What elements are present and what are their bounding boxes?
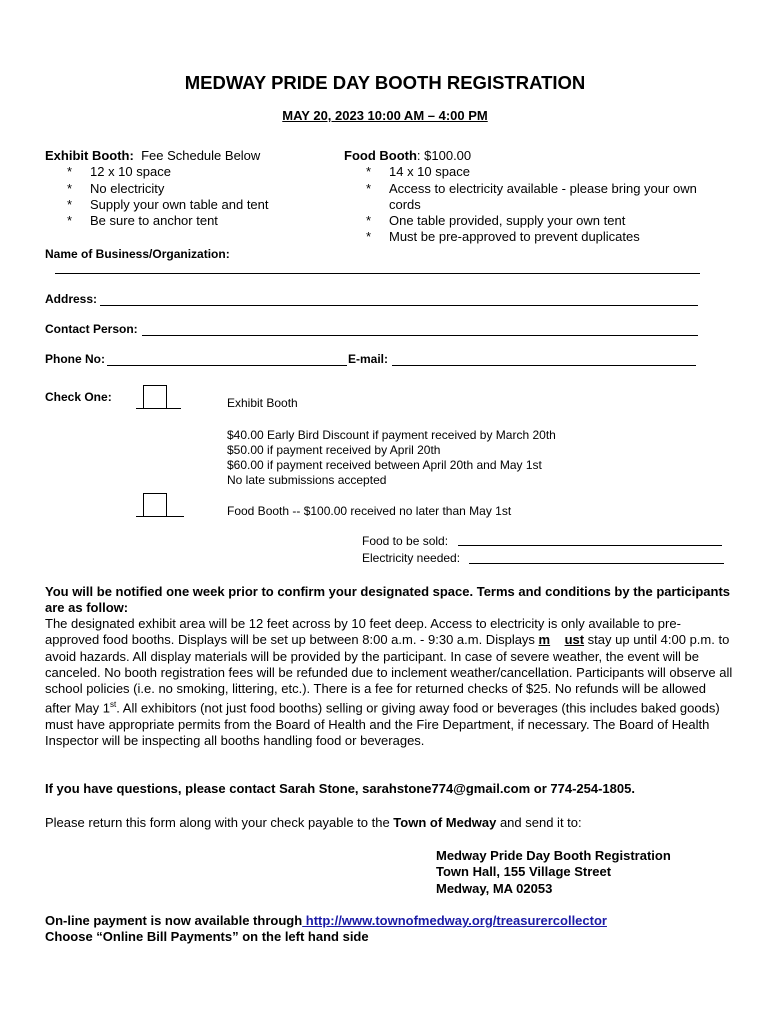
exhibit-booth-info: [45, 148, 335, 229]
exhibit-booth-checkbox[interactable]: [143, 385, 167, 409]
food-sold-label: Food to be sold:: [362, 534, 449, 548]
food-option-title: Food Booth -- $100.00 received no later than May 1st: [227, 504, 512, 518]
mailing-address: Medway Pride Day Booth Registration Town Hall, 155 Village Street Medway, MA 02053: [436, 848, 671, 896]
email-field[interactable]: [392, 365, 696, 366]
exhibit-price-list: [227, 428, 556, 488]
exhibit-price: $60.00 if payment received between April 20th and May 1st: [227, 458, 542, 472]
business-label: Name of Business/Organization:: [45, 247, 230, 261]
phone-label: Phone No:: [45, 352, 105, 366]
treasurer-link[interactable]: http://www.townofmedway.org/treasurercollector: [302, 913, 607, 928]
food-item: * Access to electricity available - please bring your own cords: [344, 181, 704, 214]
exhibit-price: No late submissions accepted: [227, 473, 387, 487]
phone-field[interactable]: [107, 365, 347, 366]
food-item: * 14 x 10 space: [344, 164, 704, 180]
food-booth-label: Food Booth: [344, 148, 417, 163]
food-sold-field[interactable]: [458, 545, 722, 546]
contact-person-field[interactable]: [142, 335, 698, 336]
exhibit-item: * No electricity: [45, 181, 335, 197]
food-fee: : $100.00: [416, 148, 472, 163]
terms-heading: You will be notified one week prior to confirm your designated space. Terms and conditions by the participants are as follow:: [45, 584, 731, 616]
electricity-label: Electricity needed:: [362, 551, 461, 565]
exhibit-item: * Be sure to anchor tent: [45, 213, 335, 229]
business-field[interactable]: [55, 273, 700, 274]
check-one-label: Check One:: [45, 390, 112, 404]
exhibit-price: $50.00 if payment received by April 20th: [227, 443, 441, 457]
terms-body: The designated exhibit area will be 12 feet across by 10 feet deep. Access to electricity is only available to pre-approved food booths. Displays will be set up between 8:00 a.m. - 9:30 a.m. Displays m ust stay up until 4:00 p.m. to avoid hazards. All display materials will be provided by the participant. In case of severe weather, the event will be canceled. No booth registration fees will be refunded due to inclement weather/cancellation. Participants will observe all school policies (i.e. no smoking, littering, etc.). There is a fee for returned checks of $25. No refunds will be allowed after May 1st. All exhibitors (not just food booths) selling or giving away food or beverages (this includes baked goods) must have appropriate permits from the Board of Health and the Fire Department, if necessary. The Board of Health Inspector will be inspecting all booths handling food or beverages.: [45, 616, 733, 749]
page-title: MEDWAY PRIDE DAY BOOTH REGISTRATION: [184, 72, 586, 93]
food-booth-checkbox[interactable]: [143, 493, 167, 517]
food-item: * Must be pre-approved to prevent duplicates: [344, 229, 704, 245]
exhibit-option-title: Exhibit Booth: [227, 396, 298, 410]
address-label: Address:: [45, 292, 98, 306]
return-instructions: Please return this form along with your check payable to the Town of Medway and send it to:: [45, 815, 582, 830]
exhibit-item: * Supply your own table and tent: [45, 197, 335, 213]
food-item: * One table provided, supply your own tent: [344, 213, 704, 229]
food-booth-info: [344, 148, 704, 246]
exhibit-fee: Fee Schedule Below: [141, 148, 261, 163]
contact-person-label: Contact Person:: [45, 322, 138, 336]
electricity-field[interactable]: [469, 563, 724, 564]
contact-info: If you have questions, please contact Sarah Stone, sarahstone774@gmail.com or 774-254-1805.: [45, 781, 635, 796]
exhibit-price: $40.00 Early Bird Discount if payment received by March 20th: [227, 428, 556, 442]
exhibit-item: * 12 x 10 space: [45, 164, 335, 180]
online-payment: On-line payment is now available through http://www.townofmedway.org/treasurercollector Choose “Online Bill Payments” on the left hand side: [45, 913, 607, 945]
event-date: MAY 20, 2023 10:00 AM – 4:00 PM: [282, 108, 488, 123]
email-label: E-mail:: [348, 352, 389, 366]
address-field[interactable]: [100, 305, 698, 306]
exhibit-booth-label: Exhibit Booth:: [45, 148, 134, 163]
